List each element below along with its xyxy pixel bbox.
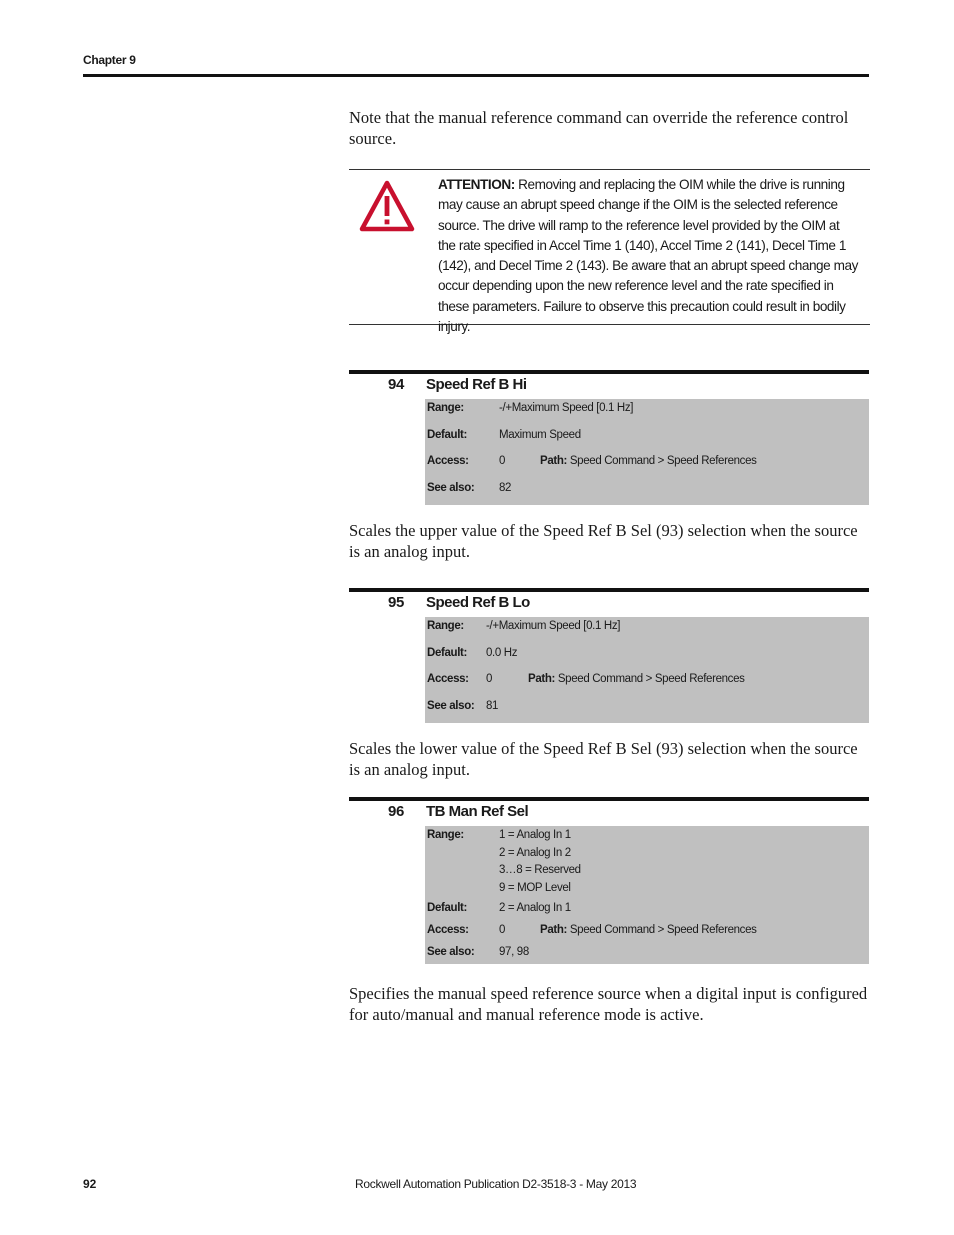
range-options	[499, 829, 581, 899]
path-value: Speed Command > Speed References	[567, 924, 757, 936]
publication-info: Rockwell Automation Publication D2-3518-3 - May 2013	[355, 1177, 637, 1191]
parameter-number: 96	[388, 803, 404, 820]
default-label: Default:	[427, 429, 468, 441]
warning-triangle-icon	[359, 180, 415, 232]
path-label: Path:	[540, 924, 568, 936]
path-field	[540, 455, 757, 467]
range-option: 2 = Analog In 2	[499, 846, 571, 859]
access-value: 0	[499, 455, 506, 467]
access-value: 0	[499, 924, 506, 936]
see-also-value: 81	[486, 700, 499, 712]
range-option: 9 = MOP Level	[499, 881, 571, 894]
range-label: Range:	[427, 829, 464, 841]
range-label: Range:	[427, 620, 464, 632]
intro-paragraph: Note that the manual reference command can override the reference control source.	[349, 108, 849, 148]
path-value: Speed Command > Speed References	[567, 455, 757, 467]
parameter-details	[425, 617, 869, 723]
see-also-label: See also:	[427, 482, 475, 494]
range-label: Range:	[427, 402, 464, 414]
path-value: Speed Command > Speed References	[555, 673, 745, 685]
parameter-95-description: Scales the lower value of the Speed Ref B Sel (93) selection when the source is an analog input.	[349, 739, 858, 779]
page-number: 92	[83, 1177, 97, 1191]
access-label: Access:	[427, 455, 469, 467]
parameter-name: TB Man Ref Sel	[426, 803, 529, 820]
path-label: Path:	[528, 673, 556, 685]
default-value: 2 = Analog In 1	[499, 902, 571, 914]
range-option: 1 = Analog In 1	[499, 829, 571, 841]
path-field	[528, 673, 745, 685]
see-also-value: 82	[499, 482, 512, 494]
attention-label: ATTENTION:	[438, 177, 515, 192]
attention-body: Removing and replacing the OIM while the drive is running may cause an abrupt speed change if the OIM is the selected reference source. The drive will ramp to the reference level provided by the OIM at the rate specified in Accel Time 1 (140), Accel Time 2 (141), Decel Time 1 (142), and Decel Time 2 (143). Be aware that an abrupt speed change may occur depending upon the new reference level and the rate specified in these parameters. Failure to observe this precaution could result in bodily injury.	[438, 177, 858, 335]
default-label: Default:	[427, 902, 468, 914]
parameter-details	[425, 399, 869, 505]
parameter-96-description: Specifies the manual speed reference source when a digital input is configured for auto/manual and manual reference mode is active.	[349, 984, 868, 1024]
range-value: -/+Maximum Speed [0.1 Hz]	[499, 402, 634, 414]
parameter-number: 94	[388, 376, 404, 393]
parameter-rule	[349, 370, 869, 374]
path-field	[540, 924, 757, 936]
header-rule	[83, 74, 869, 77]
range-option: 3…8 = Reserved	[499, 864, 581, 876]
path-label: Path:	[540, 455, 568, 467]
default-value: Maximum Speed	[499, 429, 581, 441]
access-label: Access:	[427, 673, 469, 685]
parameter-details	[425, 826, 869, 964]
parameter-rule	[349, 797, 869, 801]
parameter-name: Speed Ref B Lo	[426, 594, 530, 611]
parameter-name: Speed Ref B Hi	[426, 376, 527, 393]
access-value: 0	[486, 673, 493, 685]
see-also-label: See also:	[427, 946, 475, 958]
default-label: Default:	[427, 647, 468, 659]
chapter-label: Chapter 9	[83, 53, 136, 67]
parameter-rule	[349, 588, 869, 592]
parameter-number: 95	[388, 594, 404, 611]
range-value: -/+Maximum Speed [0.1 Hz]	[486, 620, 621, 632]
access-label: Access:	[427, 924, 469, 936]
attention-block	[349, 169, 870, 335]
attention-text	[438, 175, 858, 337]
see-also-label: See also:	[427, 700, 475, 712]
parameter-94-description: Scales the upper value of the Speed Ref B Sel (93) selection when the source is an analog input.	[349, 521, 858, 561]
see-also-value: 97, 98	[499, 946, 529, 958]
default-value: 0.0 Hz	[486, 647, 518, 659]
